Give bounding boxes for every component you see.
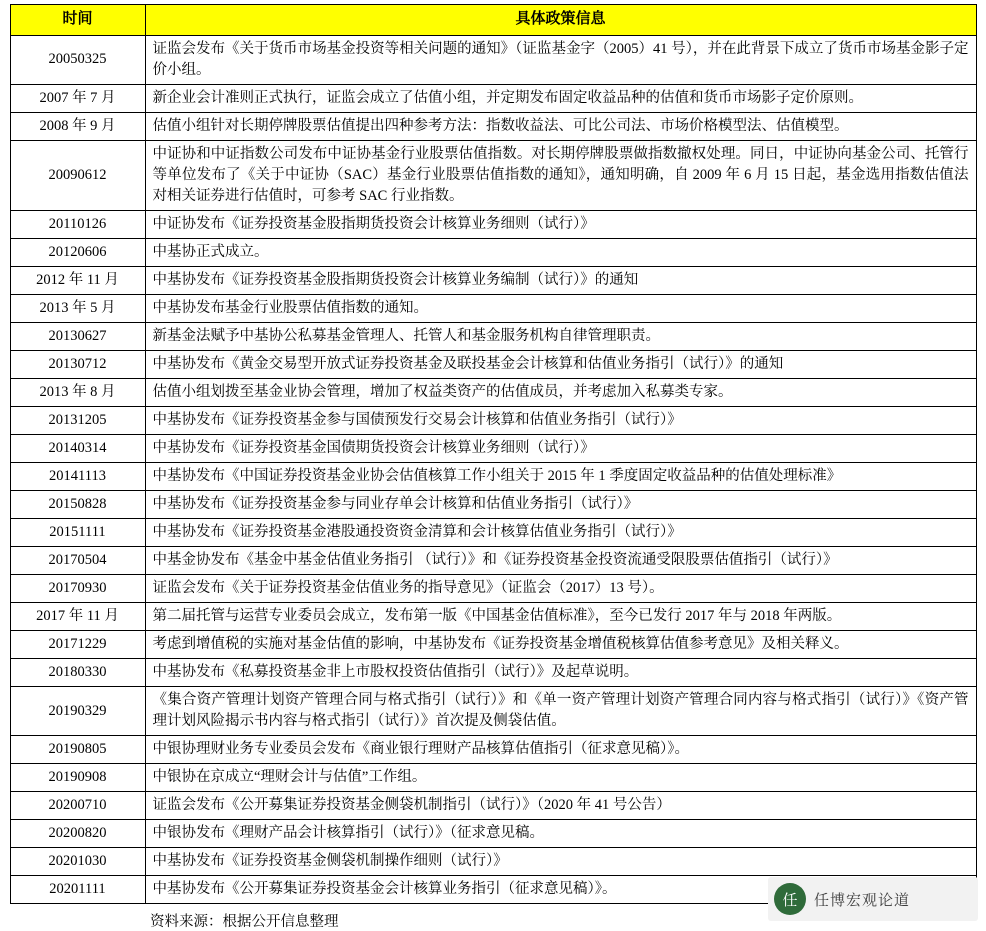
- cell-info: 新基金法赋予中基协公私募基金管理人、托管人和基金服务机构自律管理职责。: [145, 322, 976, 350]
- cell-info: 证监会发布《公开募集证券投资基金侧袋机制指引（试行）》（2020 年 41 号公告）: [145, 792, 976, 820]
- cell-info: 估值小组针对长期停牌股票估值提出四种参考方法：指数收益法、可比公司法、市场价格模型法、估值模型。: [145, 112, 976, 140]
- table-row: [10, 238, 976, 266]
- policy-timeline-table: [10, 4, 977, 904]
- table-row: [10, 491, 976, 519]
- cell-date: 20140314: [10, 434, 145, 462]
- cell-date: 20050325: [10, 35, 145, 84]
- cell-info: 估值小组划拨至基金业协会管理，增加了权益类资产的估值成员，并考虑加入私募类专家。: [145, 378, 976, 406]
- table-row: [10, 84, 976, 112]
- cell-info: 中基协正式成立。: [145, 238, 976, 266]
- column-header-info: 具体政策信息: [145, 5, 976, 36]
- cell-info: 中银协理财业务专业委员会发布《商业银行理财产品核算估值指引（征求意见稿）》。: [145, 736, 976, 764]
- table-row: [10, 294, 976, 322]
- watermark-label: 任博宏观论道: [814, 891, 911, 909]
- table-row: [10, 687, 976, 736]
- cell-info: 中银协发布《理财产品会计核算指引（试行）》（征求意见稿。: [145, 820, 976, 848]
- cell-date: 20150828: [10, 491, 145, 519]
- cell-date: 2017 年 11 月: [10, 603, 145, 631]
- table-row: [10, 764, 976, 792]
- cell-date: 20090612: [10, 140, 145, 210]
- cell-date: 20141113: [10, 463, 145, 491]
- cell-date: 20201111: [10, 876, 145, 904]
- cell-date: 2013 年 5 月: [10, 294, 145, 322]
- source-note: 资料来源：根据公开信息整理: [150, 914, 339, 931]
- table-row: [10, 547, 976, 575]
- cell-info: 中基协发布基金行业股票估值指数的通知。: [145, 294, 976, 322]
- cell-info: 中基协发布《中国证券投资基金业协会估值核算工作小组关于 2015 年 1 季度固定收益品种的估值处理标准》: [145, 463, 976, 491]
- cell-info: 证监会发布《关于证券投资基金估值业务的指导意见》（证监会（2017）13 号）。: [145, 575, 976, 603]
- table-row: [10, 848, 976, 876]
- table-header-row: [10, 5, 976, 36]
- table-row: [10, 322, 976, 350]
- cell-info: 考虑到增值税的实施对基金估值的影响，中基协发布《证券投资基金增值税核算估值参考意见》及相关释义。: [145, 631, 976, 659]
- table-row: [10, 659, 976, 687]
- table-row: [10, 463, 976, 491]
- document-page: [0, 4, 986, 931]
- table-row: [10, 266, 976, 294]
- cell-info: 证监会发布《关于货币市场基金投资等相关问题的通知》（证监基金字（2005）41 号），并在此背景下成立了货币市场基金影子定价小组。: [145, 35, 976, 84]
- table-row: [10, 406, 976, 434]
- cell-date: 2008 年 9 月: [10, 112, 145, 140]
- cell-date: 20120606: [10, 238, 145, 266]
- table-row: [10, 434, 976, 462]
- cell-date: 2012 年 11 月: [10, 266, 145, 294]
- cell-info: 中基协发布《私募投资基金非上市股权投资估值指引（试行）》及起草说明。: [145, 659, 976, 687]
- cell-date: 2013 年 8 月: [10, 378, 145, 406]
- table-row: [10, 210, 976, 238]
- cell-info: 中证协发布《证券投资基金股指期货投资会计核算业务细则（试行）》: [145, 210, 976, 238]
- cell-date: 20170930: [10, 575, 145, 603]
- cell-date: 20171229: [10, 631, 145, 659]
- table-row: [10, 378, 976, 406]
- table-header: [10, 5, 976, 36]
- table-row: [10, 140, 976, 210]
- cell-date: 20190329: [10, 687, 145, 736]
- cell-info: 中基协发布《证券投资基金国债期货投资会计核算业务细则（试行）》: [145, 434, 976, 462]
- table-body: [10, 35, 976, 904]
- table-row: [10, 519, 976, 547]
- cell-date: 20200820: [10, 820, 145, 848]
- watermark-logo-icon: 任: [774, 883, 806, 915]
- cell-info: 中证协和中证指数公司发布中证协基金行业股票估值指数。对长期停牌股票做指数撤权处理。同日，中证协向基金公司、托管行等单位发布了《关于中证协（SAC）基金行业股票估值指数的通知》，通知明确，自 2009 年 6 月 15 日起，基金选用指数估值法对相关证券进行估值时，可参考 SAC 行业指数。: [145, 140, 976, 210]
- cell-info: 中基协发布《证券投资基金参与国债预发行交易会计核算和估值业务指引（试行）》: [145, 406, 976, 434]
- cell-info: 中银协在京成立“理财会计与估值”工作组。: [145, 764, 976, 792]
- watermark: [768, 877, 978, 921]
- cell-info: 中基协发布《证券投资基金侧袋机制操作细则（试行）》: [145, 848, 976, 876]
- cell-date: 20190805: [10, 736, 145, 764]
- table-row: [10, 35, 976, 84]
- cell-info: 中基协发布《证券投资基金股指期货投资会计核算业务编制（试行）》的通知: [145, 266, 976, 294]
- cell-info: 中基金协发布《基金中基金估值业务指引 （试行）》和《证券投资基金投资流通受限股票估值指引（试行）》: [145, 547, 976, 575]
- table-row: [10, 350, 976, 378]
- cell-date: 20170504: [10, 547, 145, 575]
- cell-date: 20190908: [10, 764, 145, 792]
- table-row: [10, 575, 976, 603]
- table-row: [10, 112, 976, 140]
- cell-date: 20151111: [10, 519, 145, 547]
- cell-info: 中基协发布《证券投资基金港股通投资资金清算和会计核算估值业务指引（试行）》: [145, 519, 976, 547]
- table-row: [10, 736, 976, 764]
- cell-info: 新企业会计准则正式执行，证监会成立了估值小组，并定期发布固定收益品种的估值和货币市场影子定价原则。: [145, 84, 976, 112]
- table-row: [10, 820, 976, 848]
- cell-date: 20200710: [10, 792, 145, 820]
- cell-info: 中基协发布《黄金交易型开放式证券投资基金及联投基金会计核算和估值业务指引（试行）》的通知: [145, 350, 976, 378]
- cell-date: 2007 年 7 月: [10, 84, 145, 112]
- cell-info: 中基协发布《公开募集证券投资基金会计核算业务指引（征求意见稿）》。: [145, 876, 976, 904]
- cell-date: 20131205: [10, 406, 145, 434]
- cell-date: 20130627: [10, 322, 145, 350]
- cell-date: 20180330: [10, 659, 145, 687]
- table-row: [10, 603, 976, 631]
- cell-info: 《集合资产管理计划资产管理合同与格式指引（试行）》和《单一资产管理计划资产管理合同内容与格式指引（试行）》《资产管理计划风险揭示书内容与格式指引（试行）》首次提及侧袋估值。: [145, 687, 976, 736]
- cell-date: 20201030: [10, 848, 145, 876]
- cell-info: 中基协发布《证券投资基金参与同业存单会计核算和估值业务指引（试行）》: [145, 491, 976, 519]
- column-header-date: 时间: [10, 5, 145, 36]
- table-row: [10, 792, 976, 820]
- cell-date: 20110126: [10, 210, 145, 238]
- cell-date: 20130712: [10, 350, 145, 378]
- table-row: [10, 631, 976, 659]
- cell-info: 第二届托管与运营专业委员会成立，发布第一版《中国基金估值标准》，至今已发行 2017 年与 2018 年两版。: [145, 603, 976, 631]
